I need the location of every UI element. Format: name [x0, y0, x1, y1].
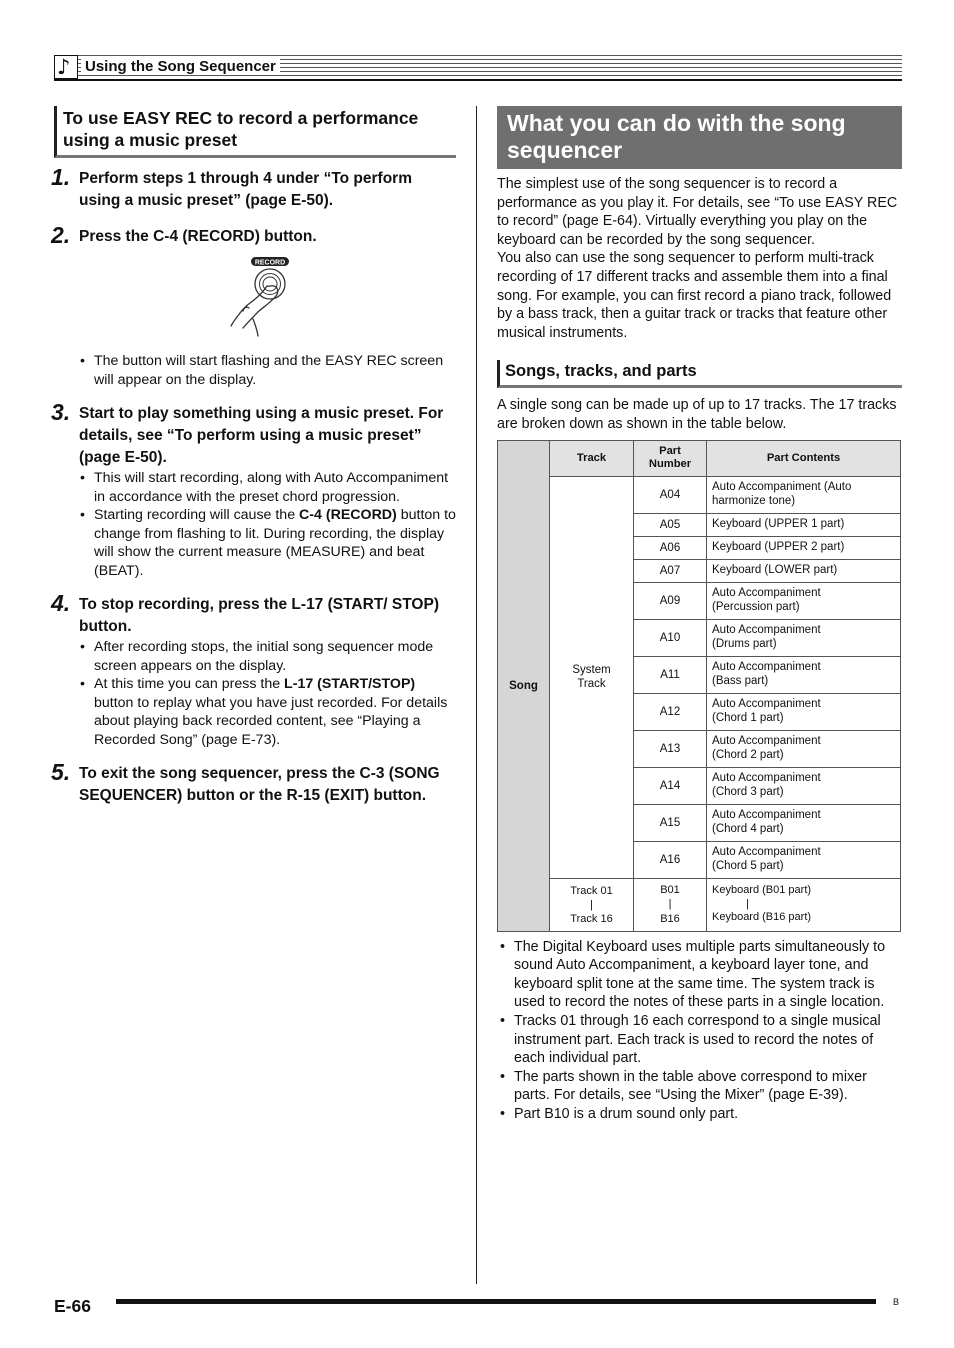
list-item: • The Digital Keyboard uses multiple parts simultaneously to sound Auto Accompaniment, a keyboard layer tone, and keyboard split tone at the same time. The system track is used to record the notes of these parts in a single location. [497, 938, 902, 1012]
header-part-contents: Part Contents [707, 440, 901, 476]
table-row: A07 Keyboard (LOWER part) [498, 559, 901, 582]
table-row: A06 Keyboard (UPPER 2 part) [498, 536, 901, 559]
notes-list [497, 938, 902, 1124]
step-5: 5. To exit the song sequencer, press the C-3 (SONG SEQUENCER) button or the R-15 (EXIT) button. [51, 759, 440, 804]
table-row: A10 Auto Accompaniment (Drums part) [498, 619, 901, 656]
header-part-number: Part Number [634, 440, 707, 476]
footer-mark: B [893, 1297, 900, 1307]
right-column [497, 106, 902, 1123]
subsection-heading-songs-tracks-parts: Songs, tracks, and parts [497, 360, 902, 388]
section-heading-easy-rec: To use EASY REC to record a performance using a music preset [54, 106, 456, 158]
table-row: A16 Auto Accompaniment (Chord 5 part) [498, 841, 901, 878]
step-4-note-2: • At this time you can press the L-17 (START/STOP) button to replay what you have just recorded. For details about playing back recorded content, see “Playing a Recorded Song” (page E-73). [54, 675, 456, 749]
table-header-row [498, 440, 901, 476]
hand-pressing-record-icon [219, 256, 299, 346]
table-row: System Track A04 Auto Accompaniment (Auto harmonize tone) [498, 476, 901, 513]
tracks-intro: A single song can be made up of up to 17 tracks. The 17 tracks are broken down as shown in the table below. [497, 397, 897, 432]
list-item: • The parts shown in the table above correspond to mixer parts. For details, see “Using the Mixer” (page E-39). [497, 1068, 902, 1105]
header-track: Track [550, 440, 634, 476]
table-row-user-tracks: Track 01 | Track 16 B01 | B16 Keyboard (B01 part) | Keyboard (B16 part) [498, 878, 901, 931]
intro-paragraph-2: You also can use the song sequencer to perform multi-track recording of 17 different tracks and assemble them into a final song. For example, you can first record a piano track, followed by a bass track, then a guitar track or tracks that feature other musical instruments. [497, 250, 892, 341]
table-row: A12 Auto Accompaniment (Chord 1 part) [498, 693, 901, 730]
step-2: 2. Press the C-4 (RECORD) button. [51, 222, 317, 248]
music-note-icon [54, 55, 78, 79]
column-divider [476, 106, 477, 1284]
list-item: • Part B10 is a drum sound only part. [497, 1105, 902, 1124]
left-column [51, 106, 456, 807]
table-row: A05 Keyboard (UPPER 1 part) [498, 513, 901, 536]
step-2-note: • The button will start flashing and the EASY REC screen will appear on the display. [54, 352, 456, 389]
list-item: • Tracks 01 through 16 each correspond to a single musical instrument part. Each track is used to record the notes of each individual part. [497, 1012, 902, 1068]
record-label: RECORD [254, 259, 286, 267]
record-button-illustration [219, 256, 299, 346]
table-row: A11 Auto Accompaniment (Bass part) [498, 656, 901, 693]
table-row: A13 Auto Accompaniment (Chord 2 part) [498, 730, 901, 767]
step-4-note-1: • After recording stops, the initial song sequencer mode screen appears on the display. [54, 638, 456, 675]
step-4: 4. To stop recording, press the L-17 (START/ STOP) button. [51, 590, 439, 635]
section-heading-song-sequencer: What you can do with the song sequencer [497, 106, 902, 169]
step-3-note-2: • Starting recording will cause the C-4 (RECORD) button to change from flashing to lit. During recording, the display will show the current measure (MEASURE) and beat (BEAT). [54, 506, 456, 580]
system-track-cell: System Track [550, 476, 634, 878]
step-3: 3. Start to play something using a music preset. For details, see “To perform using a music preset” (page E-50). [51, 399, 444, 466]
song-cell: Song [498, 440, 550, 931]
intro-paragraph-1: The simplest use of the song sequencer is to record a performance as you play it. For details, see “To use EASY REC to record” (page E-64). Virtually everything you play on the keyboard can be recorded by the song sequencer. [497, 176, 898, 248]
step-3-note-1: • This will start recording, along with Auto Accompaniment in accordance with the preset chord progression. [54, 469, 456, 506]
table-row: A14 Auto Accompaniment (Chord 3 part) [498, 767, 901, 804]
footer-rule [116, 1299, 876, 1304]
running-header-title: Using the Song Sequencer [81, 58, 280, 75]
tracks-parts-table [497, 440, 901, 932]
table-row: A09 Auto Accompaniment (Percussion part) [498, 582, 901, 619]
table-row: A15 Auto Accompaniment (Chord 4 part) [498, 804, 901, 841]
step-1: 1. Perform steps 1 through 4 under “To perform using a music preset” (page E-50). [51, 164, 413, 209]
page-number: E-66 [54, 1296, 91, 1316]
